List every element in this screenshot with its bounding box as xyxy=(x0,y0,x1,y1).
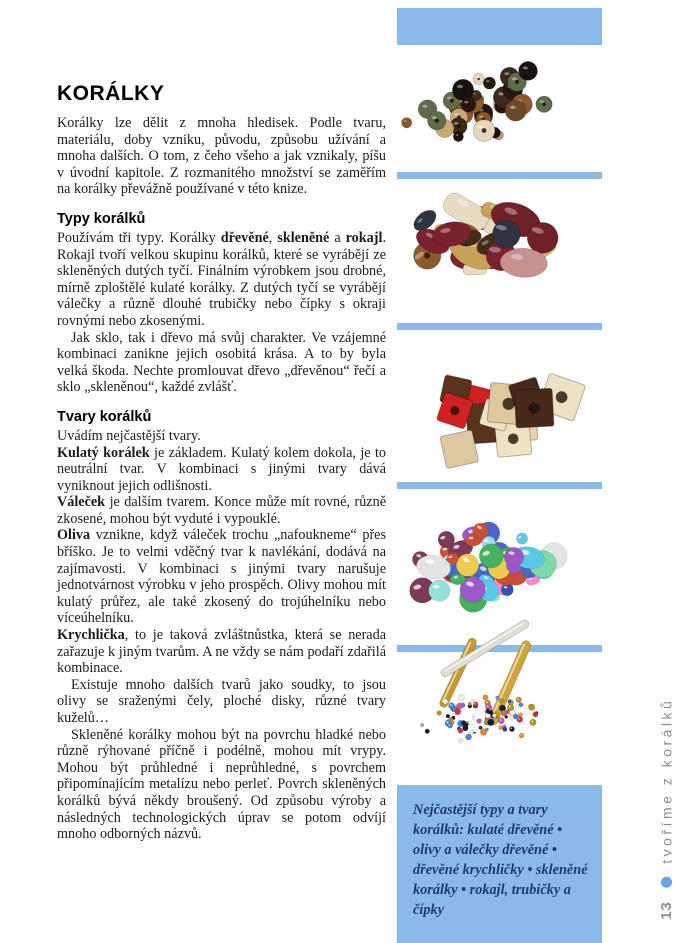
caption-panel xyxy=(397,785,602,943)
separator-strip xyxy=(397,172,602,179)
sidebar-series-label: tvoříme z korálků xyxy=(658,698,674,865)
page-title: KORÁLKY xyxy=(57,82,165,105)
page-number: 13 xyxy=(657,901,675,920)
paragraph: Skleněné korálky mohou být na povrchu hladké nebo různě rýhované příčně i podélně, mohou mít vrypy. Mohou být průhledné i neprůhledné, s povrchem připomínajícím metalízu nebo perleť. Povrch skleněných korálků bývá někdy broušený. Od způsobu výroby a následných technologických úprav se potom odvíjí mnoho odborných názvů. xyxy=(57,726,386,843)
section-tvary-paragraphs xyxy=(57,428,386,843)
photo-caption: Nejčastější typy a tvary korálků: kulaté dřevěné • olivy a válečky dřevěné • dřevěné krychličky • skleněné korálky • rokajl, trubičky a čípky xyxy=(413,802,588,919)
separator-strip xyxy=(397,482,602,489)
top-blue-bar xyxy=(397,8,602,45)
paragraph: Uvádím nejčastější tvary. xyxy=(57,427,201,444)
paragraph: Korálky lze dělit z mnoha hledisek. Podle tvaru, materiálu, doby vzniku, původu, způsobu užívání a mnoha dalších. O tom, z čeho všeho a jak vznikaly, píšu v úvodní kapitole. Z rozmanitého množství se zaměřím na korálky převážně používané v této knize. xyxy=(57,115,386,198)
paragraph: Oliva vznikne, když váleček trochu „nafoukneme“ přes bříško. Je to velmi vděčný tvar k navlékání, dodává na zajímavosti. V kombinaci s jinými tvary narušuje jednotvárnost výrobku v jeho prospěch. Olivy mohou mít kulatý průřez, ale také zkosený do trojúhelníku nebo víceúhelníku. xyxy=(57,527,386,627)
section-heading-typy: Typy korálků xyxy=(57,210,146,227)
photo-rokajl-seed-beads xyxy=(397,652,602,785)
intro-paragraphs xyxy=(57,115,386,198)
paragraph: Jak sklo, tak i dřevo má svůj charakter. Ve vzájemné kombinaci zanikne jejich osobitá krása. A to by byla velká škoda. Nechte promlouvat dřevo „dřevěnou“ řečí a sklo „skleněnou“, každé zvlášť. xyxy=(57,329,386,396)
photo-wooden-cube-beads xyxy=(397,330,602,482)
photo-column xyxy=(397,8,602,943)
separator-strip xyxy=(397,323,602,330)
paragraph: Krychlička, to je taková zvláštnůstka, která se nerada zařazuje k jiným tvarům. A ne vždy se nám podaří zdařilá kombinace. xyxy=(57,627,386,677)
section-typy-paragraphs xyxy=(57,230,386,396)
article-column xyxy=(57,82,386,843)
paragraph: Váleček je dalším tvarem. Konce může mít rovné, různě zkosené, mohou být vyduté i vypouklé. xyxy=(57,494,386,527)
separator-strip xyxy=(397,645,602,652)
photo-wooden-round-beads xyxy=(397,45,602,172)
photo-wooden-olive-cylinder-beads xyxy=(397,179,602,323)
photo-glass-beads xyxy=(397,489,602,645)
paragraph: Používám tři typy. Korálky dřevěné, skleněné a rokajl. Rokajl tvoří velkou skupinu korálků, které se vyrábějí ze skleněných dutých tyčí. Finálním výrobkem jsou drobné, mírně zploštělé kulaté korálky. Z dutých tyčí se vyrábějí válečky a různě dlouhé trubičky nebo čípky s okraji rovnými nebo zkosenými. xyxy=(57,229,386,329)
section-heading-tvary: Tvary korálků xyxy=(57,408,152,425)
paragraph: Kulatý korálek je základem. Kulatý kolem dokola, je to neutrální tvar. V kombinaci s jinými tvary dává vyniknout jejich odlišnosti. xyxy=(57,444,386,494)
sidebar-vertical-text xyxy=(658,698,675,920)
page-sidebar xyxy=(646,0,686,920)
paragraph: Existuje mnoho dalších tvarů jako soudky, to jsou olivy se sraženými čely, ploché disky, různé tvary kuželů… xyxy=(57,676,386,726)
bullet-dot-icon xyxy=(661,877,672,888)
